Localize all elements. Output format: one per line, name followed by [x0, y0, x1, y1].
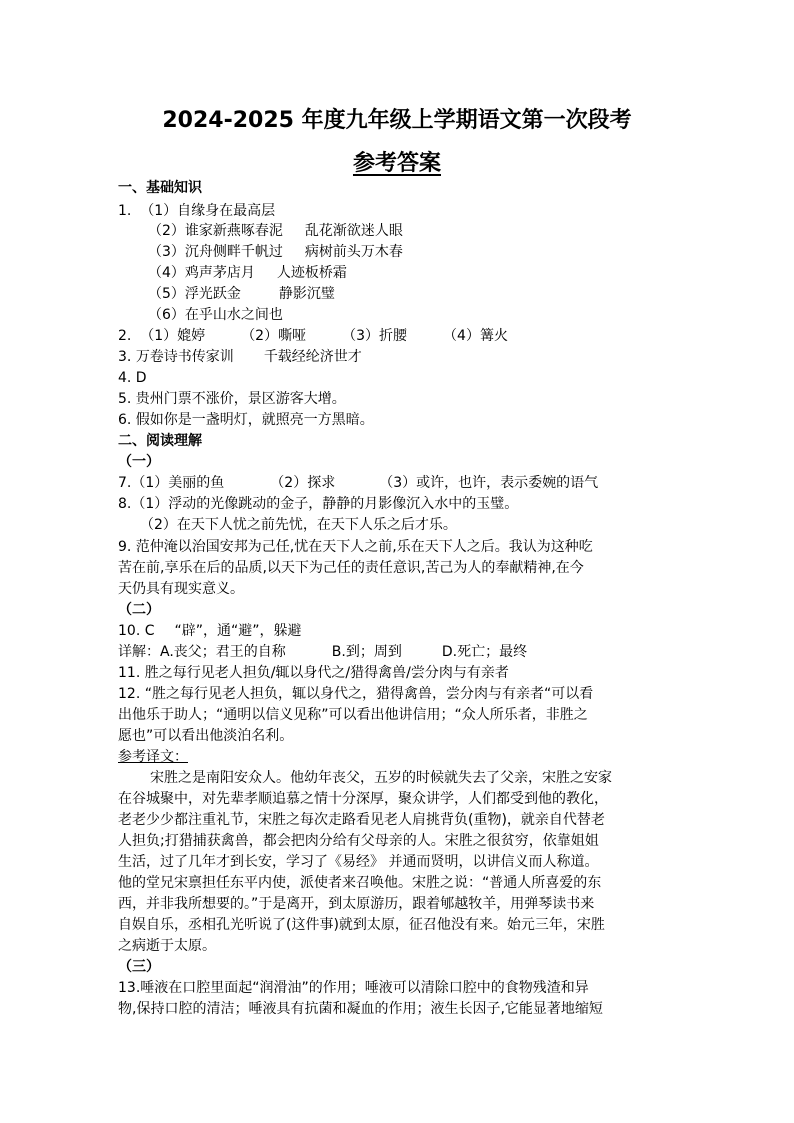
- translation-line-7: 西，并非我所想要的。”于是离开，到太原游历，跟着郇越牧羊，用弹琴读书来: [118, 896, 595, 912]
- q1-item-1: （1）自缘身在最高层: [140, 203, 276, 219]
- q1-line-5: [148, 284, 728, 304]
- q1-item-4b: 人迹板桥霜: [276, 265, 347, 281]
- translation-line-1: 宋胜之是南阳安众人。他幼年丧父，五岁的时候就失去了父亲，宋胜之安家: [150, 770, 612, 786]
- q1-line-4: [148, 263, 728, 283]
- q10-answer: 10. C: [118, 623, 155, 639]
- q10-detail-a: 详解：A.丧父；君王的自称: [118, 644, 286, 660]
- section-heading-basics: 一、基础知识: [118, 180, 202, 196]
- translation-line-6: 他的堂兄宋禀担任东平内使，派使者来召唤他。宋胜之说：“普通人所喜爱的东: [118, 875, 602, 891]
- q10-detail-line: [118, 642, 698, 662]
- q2-item-2: （2）嘶哑: [241, 328, 307, 344]
- q7-line: [118, 473, 698, 493]
- q3-number: 3.: [118, 349, 132, 365]
- q12-line-3: 愿也”可以看出他淡泊名利。: [118, 728, 294, 744]
- q1-number: 1.: [118, 203, 132, 219]
- q2-item-3: （3）折腰: [342, 328, 408, 344]
- translation-line-9: 之病逝于太原。: [118, 938, 216, 954]
- q1-item-3a: （3）沉舟侧畔千帆过: [148, 244, 283, 260]
- q13-line-1: 13.唾液在口腔里面起“润滑油”的作用；唾液可以清除口腔中的食物残渣和异: [118, 980, 589, 996]
- q9-line-1: 9. 范仲淹以治国安邦为己任,忧在天下人之前,乐在天下人之后。我认为这种吃: [118, 539, 593, 555]
- q2-item-1: （1）媲婷: [140, 328, 206, 344]
- q8-line-1: 8.（1）浮动的光像跳动的金子，静静的月影像沉入水中的玉璧。: [118, 496, 519, 512]
- translation-line-5: 生活，过了几年才到长安，学习了《易经》 并通而贤明，以讲信义而人称道。: [118, 854, 599, 870]
- q12-line-1: 12. “胜之每行见老人担负，辄以身代之，猎得禽兽，尝分肉与有亲者“可以看: [118, 686, 594, 702]
- q1-item-5a: （5）浮光跃金: [148, 286, 241, 302]
- q2-line: [118, 326, 698, 346]
- q2-item-4: （4）篝火: [443, 328, 508, 344]
- q1-item-2a: （2）谁家新燕啄春泥: [148, 223, 283, 239]
- translation-line-8: 自娱自乐，丞相孔光听说了(这件事)就到太原，征召他没有来。始元三年，宋胜: [118, 917, 605, 933]
- q9-line-2: 苦在前,享乐在后的品质,以天下为己任的责任意识,苦己为人的奉献精神,在今: [118, 560, 584, 576]
- translation-line-3: 老老少少都注重礼节，宋胜之每次走路看见老人肩挑背负(重物)，就亲自代替老: [118, 812, 605, 828]
- document-subtitle: 参考答案: [352, 151, 441, 176]
- section-heading-reading: 二、阅读理解: [118, 433, 202, 449]
- q1-line-2: [148, 221, 728, 241]
- q10-detail-b: B.到；周到: [331, 644, 402, 660]
- q7-number: 7.: [118, 475, 132, 491]
- translation-line-4: 人担负;打猎捕获禽兽，都会把肉分给有父母亲的人。宋胜之很贫穷，依靠姐姐: [118, 833, 599, 849]
- q9-line-3: 天仍具有现实意义。: [118, 581, 244, 597]
- q5-line: 5. 贵州门票不涨价，景区游客大增。: [118, 391, 346, 407]
- q7-item-3: （3）或许，也许，表示委婉的语气: [379, 475, 599, 491]
- q8-line-2: （2）在天下人忧之前先忧，在天下人乐之后才乐。: [140, 517, 457, 533]
- q11-line: 11. 胜之每行见老人担负/辄以身代之/猎得禽兽/尝分肉与有亲者: [118, 665, 509, 681]
- q13-line-2: 物,保持口腔的清洁；唾液具有抗菌和凝血的作用；液生长因子,它能显著地缩短: [118, 1001, 603, 1017]
- q3-item-2: 千载经纶济世才: [263, 349, 362, 365]
- q10-explanation: “辟”，通“避”，躲避: [174, 623, 302, 639]
- q1-item-5b: 静影沉璧: [278, 286, 335, 302]
- q1-item-4a: （4）鸡声茅店月: [148, 265, 255, 281]
- translation-line-2: 在谷城聚中，对先辈孝顺追慕之情十分深厚，聚众讲学，人们都受到他的教化，: [118, 791, 608, 807]
- q1-line-6: （6）在乎山水之间也: [148, 307, 283, 323]
- q6-line: 6. 假如你是一盏明灯，就照亮一方黑暗。: [118, 412, 374, 428]
- q7-item-1: （1）美丽的鱼: [131, 475, 225, 491]
- q12-line-2: 出他乐于助人；“通明以信义见称”可以看出他讲信用；“众人所乐者，非胜之: [118, 707, 588, 723]
- q7-item-2: （2）探求: [270, 475, 336, 491]
- q1-line-1: [118, 201, 698, 221]
- part-label-2: （二）: [118, 602, 160, 618]
- q3-line: [118, 347, 698, 367]
- part-label-1: （一）: [118, 454, 160, 470]
- translation-label: 参考译文：: [118, 749, 188, 765]
- q3-item-1: 万卷诗书传家训: [135, 349, 234, 365]
- q1-item-3b: 病树前头万木春: [304, 244, 403, 260]
- q1-item-2b: 乱花渐欲迷人眼: [304, 223, 403, 239]
- document-title: 2024-2025 年度九年级上学期语文第一次段考: [162, 108, 632, 133]
- q10-detail-d: D.死亡；最终: [441, 644, 528, 660]
- q2-number: 2.: [118, 328, 132, 344]
- part-label-3: （三）: [118, 959, 160, 975]
- q1-line-3: [148, 242, 728, 262]
- q10-line: [118, 621, 698, 641]
- q4-line: 4. D: [118, 370, 147, 386]
